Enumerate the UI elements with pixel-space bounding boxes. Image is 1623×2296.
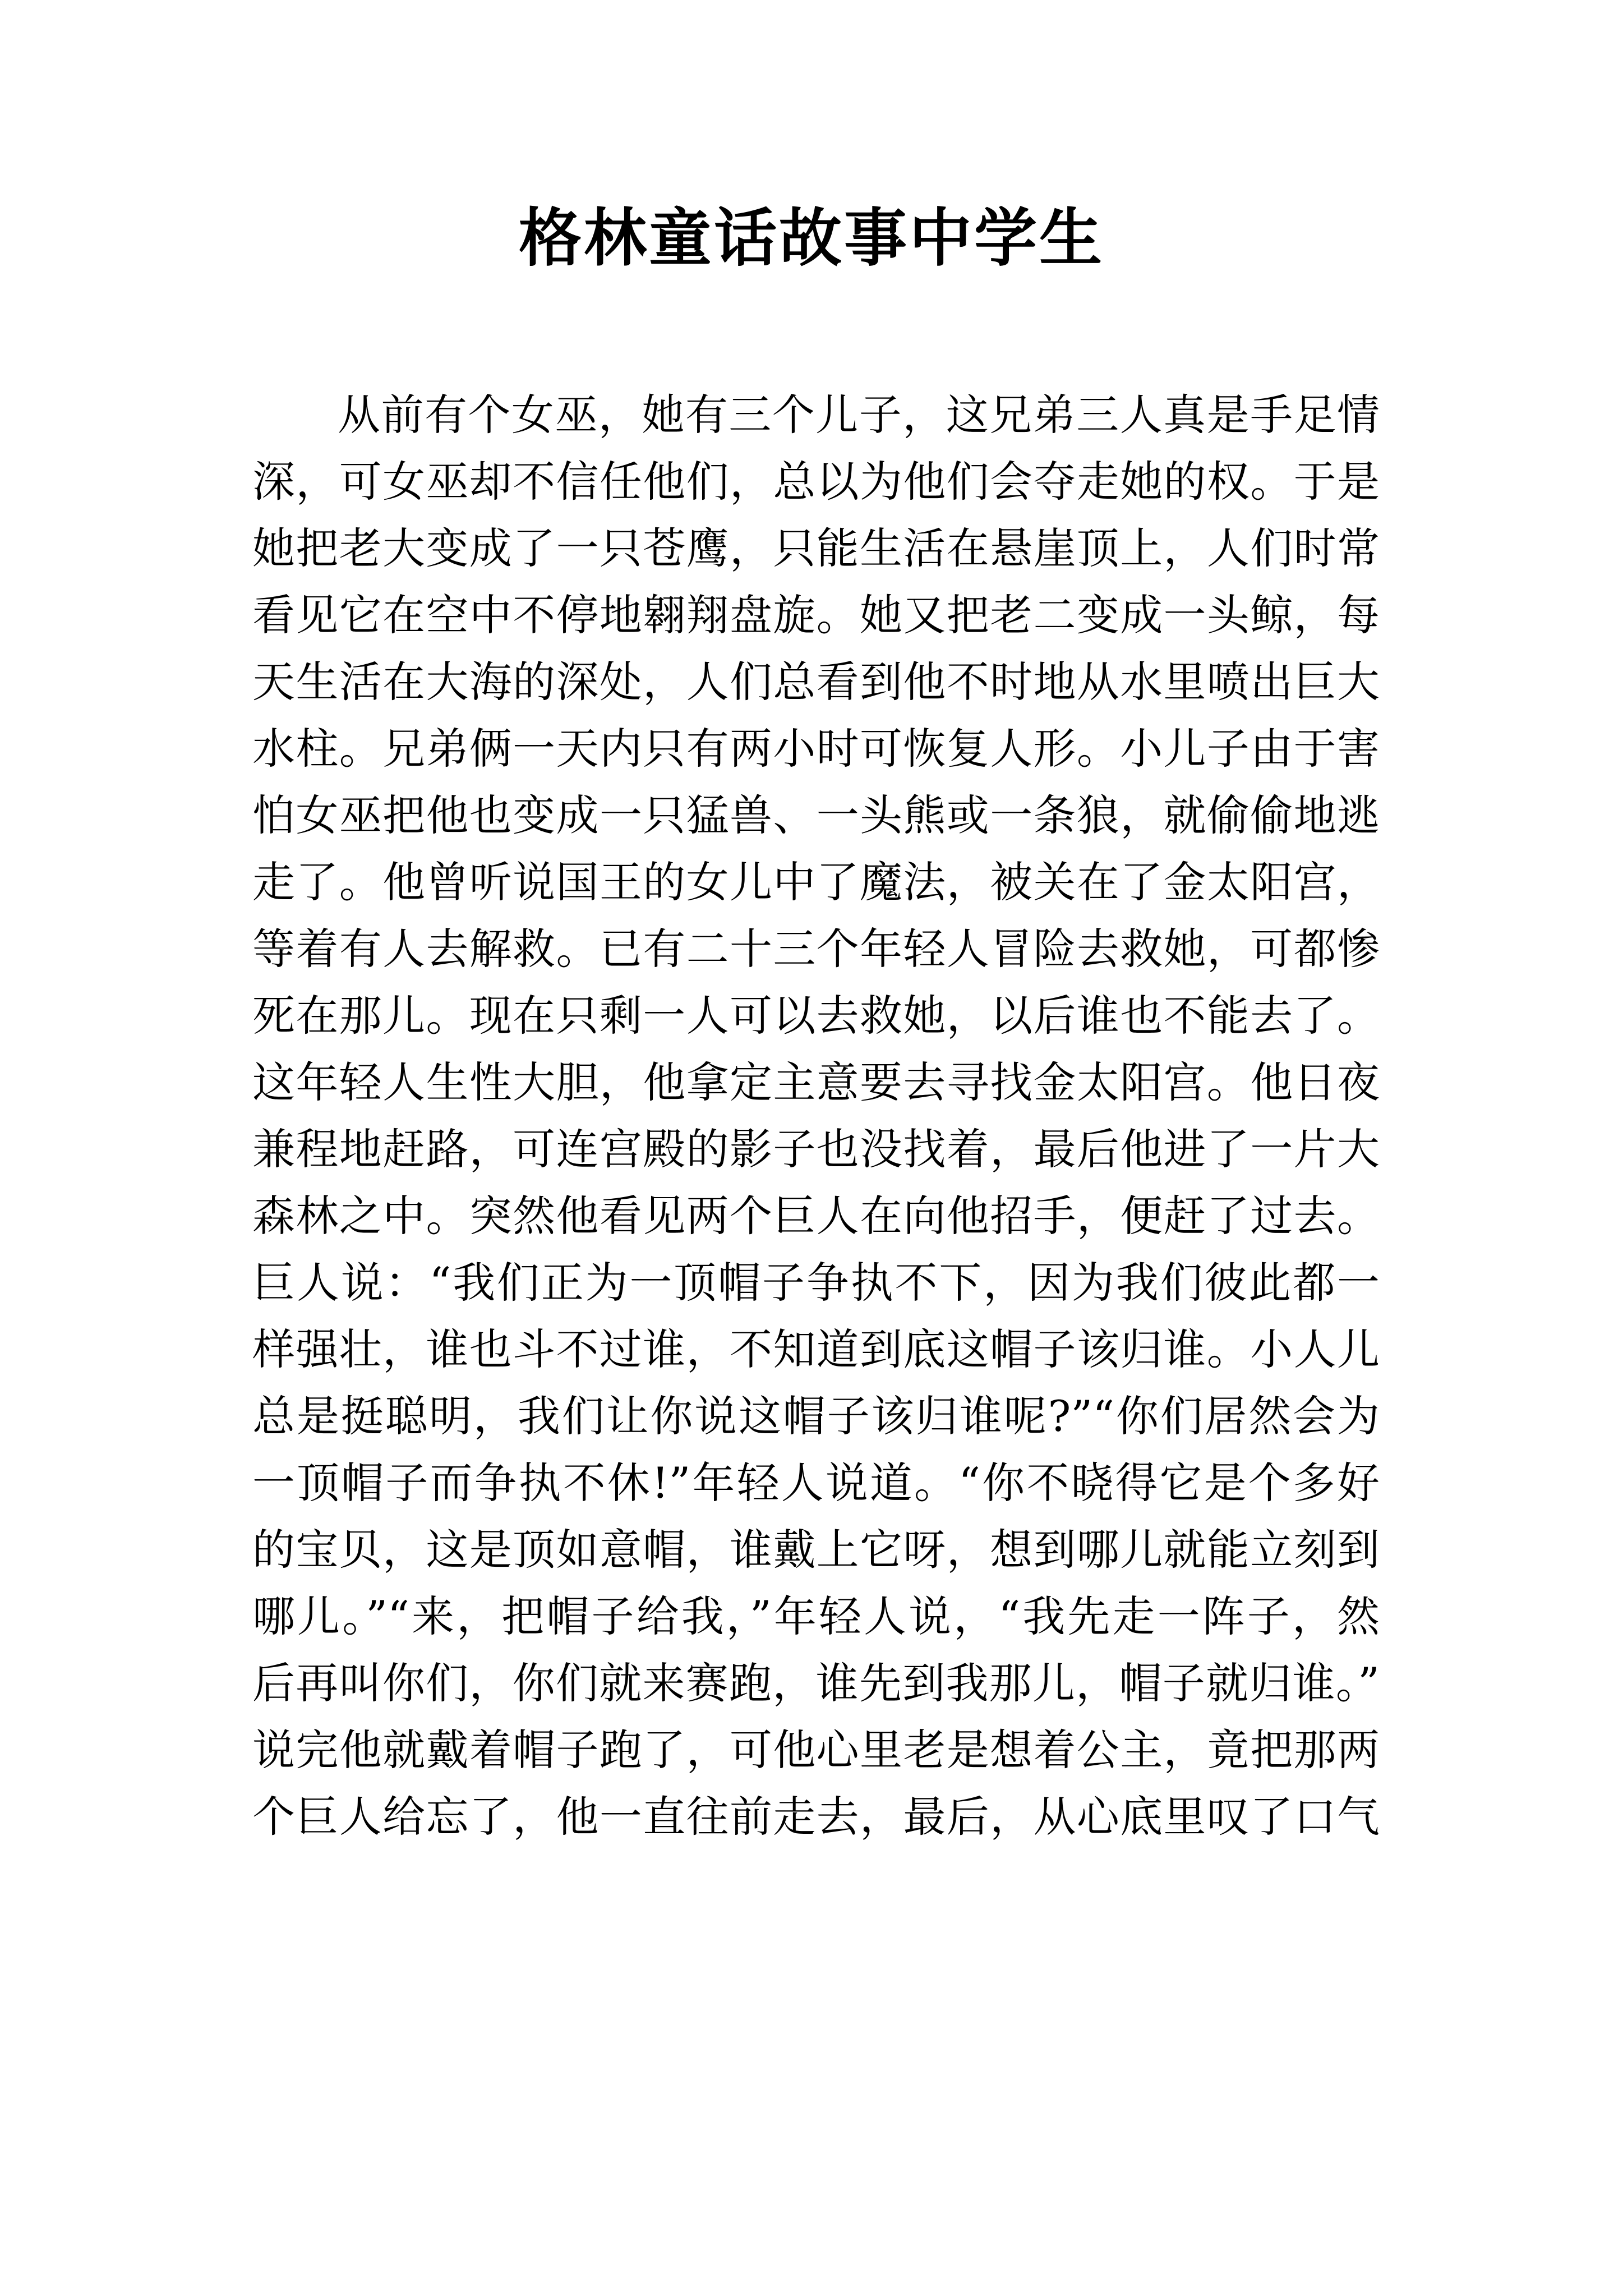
text-line: 巨人说：“我们正为一顶帽子争执不下，因为我们彼此都一 [252, 1258, 1380, 1308]
text-line: 这年轻人生性大胆，他拿定主意要去寻找金太阳宫。他日夜 [252, 1057, 1380, 1107]
text-line: 看见它在空中不停地翱翔盘旋。她又把老二变成一头鲸，每 [252, 590, 1380, 640]
text-line: 后再叫你们，你们就来赛跑，谁先到我那儿，帽子就归谁。” [252, 1658, 1380, 1708]
text-line: 森林之中。突然他看见两个巨人在向他招手，便赶了过去。 [252, 1191, 1380, 1241]
text-line: 兼程地赶路，可连宫殿的影子也没找着，最后他进了一片大 [252, 1124, 1380, 1174]
text-line: 水柱。兄弟俩一天内只有两小时可恢复人形。小儿子由于害 [252, 724, 1380, 774]
text-line: 从前有个女巫，她有三个儿子，这兄弟三人真是手足情 [338, 390, 1380, 440]
text-line: 怕女巫把他也变成一只猛兽、一头熊或一条狼，就偷偷地逃 [252, 790, 1380, 840]
story-paragraph [252, 381, 1380, 1850]
text-line: 说完他就戴着帽子跑了，可他心里老是想着公主，竟把那两 [252, 1725, 1380, 1775]
text-line: 样强壮，谁也斗不过谁，不知道到底这帽子该归谁。小人儿 [252, 1324, 1380, 1374]
document-title: 格林童话故事中学生 [519, 201, 1104, 275]
text-line: 死在那儿。现在只剩一人可以去救她，以后谁也不能去了。 [252, 991, 1380, 1041]
text-line: 等着有人去解救。已有二十三个年轻人冒险去救她，可都惨 [252, 924, 1380, 974]
text-line: 个巨人给忘了，他一直往前走去，最后，从心底里叹了口气 [252, 1792, 1380, 1842]
text-line: 她把老大变成了一只苍鹰，只能生活在悬崖顶上，人们时常 [252, 523, 1380, 573]
text-line: 深，可女巫却不信任他们，总以为他们会夺走她的权。于是 [252, 457, 1380, 507]
text-line: 天生活在大海的深处，人们总看到他不时地从水里喷出巨大 [252, 657, 1380, 707]
text-line: 总是挺聪明，我们让你说这帽子该归谁呢?”“你们居然会为 [252, 1391, 1380, 1441]
text-line: 的宝贝，这是顶如意帽，谁戴上它呀，想到哪儿就能立刻到 [252, 1525, 1380, 1575]
text-line: 哪儿。”“来，把帽子给我，”年轻人说，“我先走一阵子，然 [252, 1591, 1380, 1641]
text-line: 一顶帽子而争执不休!”年轻人说道。“你不晓得它是个多好 [252, 1458, 1380, 1508]
text-line: 走了。他曾听说国王的女儿中了魔法，被关在了金太阳宫， [252, 857, 1380, 907]
